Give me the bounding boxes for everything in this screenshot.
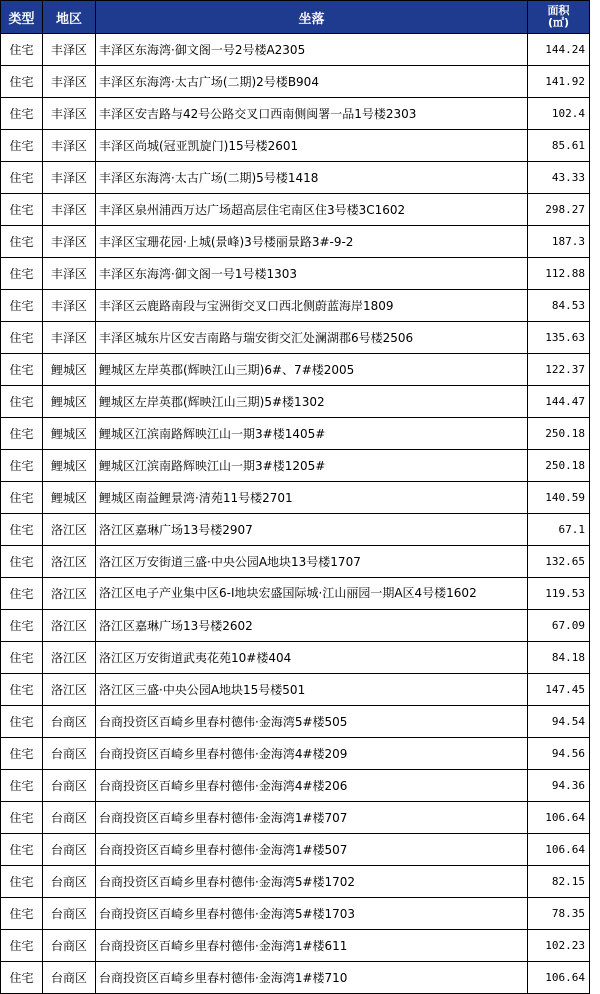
cell-address: 台商投资区百崎乡里春村德伟·金海湾5#楼1703 xyxy=(96,898,528,930)
cell-type: 住宅 xyxy=(1,418,43,450)
cell-address: 洛江区嘉琳广场13号楼2602 xyxy=(96,610,528,642)
cell-type: 住宅 xyxy=(1,738,43,770)
table-row xyxy=(1,930,590,962)
cell-type: 住宅 xyxy=(1,482,43,514)
table-row xyxy=(1,354,590,386)
table-header xyxy=(1,1,590,34)
cell-address: 台商投资区百崎乡里春村德伟·金海湾4#楼209 xyxy=(96,738,528,770)
cell-address: 台商投资区百崎乡里春村德伟·金海湾1#楼710 xyxy=(96,962,528,994)
cell-address: 洛江区电子产业集中区6-I地块宏盛国际城·江山丽园一期A区4号楼1602 xyxy=(96,578,528,610)
table-row xyxy=(1,834,590,866)
cell-address: 丰泽区东海湾·太古广场(二期)5号楼1418 xyxy=(96,162,528,194)
cell-size: 106.64 xyxy=(528,834,590,866)
cell-size: 144.24 xyxy=(528,34,590,66)
cell-address: 丰泽区城东片区安吉南路与瑞安街交汇处澜湖郡6号楼2506 xyxy=(96,322,528,354)
header-area: 地区 xyxy=(43,1,96,34)
table-row xyxy=(1,34,590,66)
table-row xyxy=(1,578,590,610)
table-row xyxy=(1,706,590,738)
table-row xyxy=(1,258,590,290)
cell-size: 67.09 xyxy=(528,610,590,642)
cell-type: 住宅 xyxy=(1,354,43,386)
cell-district: 洛江区 xyxy=(43,514,96,546)
cell-size: 187.3 xyxy=(528,226,590,258)
cell-address: 丰泽区宝珊花园·上城(景峰)3号楼丽景路3#-9-2 xyxy=(96,226,528,258)
cell-district: 台商区 xyxy=(43,738,96,770)
cell-district: 洛江区 xyxy=(43,674,96,706)
cell-address: 洛江区嘉琳广场13号楼2907 xyxy=(96,514,528,546)
cell-district: 台商区 xyxy=(43,898,96,930)
cell-address: 台商投资区百崎乡里春村德伟·金海湾1#楼707 xyxy=(96,802,528,834)
cell-address: 洛江区三盛·中央公园A地块15号楼501 xyxy=(96,674,528,706)
cell-type: 住宅 xyxy=(1,962,43,994)
cell-type: 住宅 xyxy=(1,98,43,130)
table-row xyxy=(1,66,590,98)
cell-size: 84.53 xyxy=(528,290,590,322)
cell-address: 鲤城区左岸英郡(辉映江山三期)6#、7#楼2005 xyxy=(96,354,528,386)
cell-address: 丰泽区云鹿路南段与宝洲街交叉口西北侧蔚蓝海岸1809 xyxy=(96,290,528,322)
cell-address: 台商投资区百崎乡里春村德伟·金海湾1#楼507 xyxy=(96,834,528,866)
cell-address: 丰泽区东海湾·御文阁一号1号楼1303 xyxy=(96,258,528,290)
table-row xyxy=(1,290,590,322)
cell-district: 鲤城区 xyxy=(43,482,96,514)
cell-address: 丰泽区泉州浦西万达广场超高层住宅南区住3号楼3C1602 xyxy=(96,194,528,226)
cell-type: 住宅 xyxy=(1,290,43,322)
cell-district: 丰泽区 xyxy=(43,162,96,194)
cell-type: 住宅 xyxy=(1,514,43,546)
cell-district: 台商区 xyxy=(43,962,96,994)
cell-size: 94.56 xyxy=(528,738,590,770)
cell-district: 鲤城区 xyxy=(43,354,96,386)
cell-district: 鲤城区 xyxy=(43,386,96,418)
table-row xyxy=(1,322,590,354)
cell-size: 43.33 xyxy=(528,162,590,194)
cell-type: 住宅 xyxy=(1,642,43,674)
cell-address: 丰泽区东海湾·御文阁一号2号楼A2305 xyxy=(96,34,528,66)
cell-district: 鲤城区 xyxy=(43,418,96,450)
cell-type: 住宅 xyxy=(1,834,43,866)
cell-district: 鲤城区 xyxy=(43,450,96,482)
cell-address: 洛江区万安街道武夷花苑10#楼404 xyxy=(96,642,528,674)
table-row xyxy=(1,898,590,930)
cell-type: 住宅 xyxy=(1,34,43,66)
header-row xyxy=(1,1,590,34)
cell-district: 台商区 xyxy=(43,770,96,802)
cell-type: 住宅 xyxy=(1,898,43,930)
header-address: 坐落 xyxy=(96,1,528,34)
cell-address: 丰泽区安吉路与42号公路交叉口西南侧闽署一品1号楼2303 xyxy=(96,98,528,130)
cell-size: 78.35 xyxy=(528,898,590,930)
cell-size: 102.23 xyxy=(528,930,590,962)
table-row xyxy=(1,610,590,642)
cell-size: 132.65 xyxy=(528,546,590,578)
table-row xyxy=(1,674,590,706)
cell-size: 82.15 xyxy=(528,866,590,898)
table-row xyxy=(1,770,590,802)
cell-district: 丰泽区 xyxy=(43,130,96,162)
table-row xyxy=(1,130,590,162)
cell-type: 住宅 xyxy=(1,130,43,162)
cell-type: 住宅 xyxy=(1,258,43,290)
table-row xyxy=(1,866,590,898)
header-type: 类型 xyxy=(1,1,43,34)
cell-size: 112.88 xyxy=(528,258,590,290)
cell-size: 119.53 xyxy=(528,578,590,610)
cell-type: 住宅 xyxy=(1,706,43,738)
cell-type: 住宅 xyxy=(1,322,43,354)
table-row xyxy=(1,386,590,418)
cell-district: 丰泽区 xyxy=(43,98,96,130)
table-body xyxy=(1,34,590,994)
cell-size: 67.1 xyxy=(528,514,590,546)
cell-district: 台商区 xyxy=(43,866,96,898)
cell-size: 84.18 xyxy=(528,642,590,674)
cell-district: 丰泽区 xyxy=(43,66,96,98)
cell-district: 丰泽区 xyxy=(43,226,96,258)
cell-address: 丰泽区尚城(冠亚凯旋门)15号楼2601 xyxy=(96,130,528,162)
cell-size: 298.27 xyxy=(528,194,590,226)
cell-size: 250.18 xyxy=(528,418,590,450)
table-row xyxy=(1,546,590,578)
cell-size: 147.45 xyxy=(528,674,590,706)
cell-address: 台商投资区百崎乡里春村德伟·金海湾5#楼505 xyxy=(96,706,528,738)
cell-size: 85.61 xyxy=(528,130,590,162)
cell-size: 141.92 xyxy=(528,66,590,98)
header-size xyxy=(528,1,590,34)
cell-type: 住宅 xyxy=(1,866,43,898)
cell-address: 洛江区万安街道三盛·中央公园A地块13号楼1707 xyxy=(96,546,528,578)
cell-address: 台商投资区百崎乡里春村德伟·金海湾1#楼611 xyxy=(96,930,528,962)
cell-district: 丰泽区 xyxy=(43,290,96,322)
cell-district: 丰泽区 xyxy=(43,258,96,290)
cell-size: 144.47 xyxy=(528,386,590,418)
cell-district: 台商区 xyxy=(43,802,96,834)
table-row xyxy=(1,962,590,994)
cell-type: 住宅 xyxy=(1,450,43,482)
cell-type: 住宅 xyxy=(1,546,43,578)
cell-size: 250.18 xyxy=(528,450,590,482)
cell-type: 住宅 xyxy=(1,226,43,258)
table-row xyxy=(1,482,590,514)
cell-address: 台商投资区百崎乡里春村德伟·金海湾5#楼1702 xyxy=(96,866,528,898)
cell-district: 台商区 xyxy=(43,706,96,738)
table-row xyxy=(1,802,590,834)
cell-type: 住宅 xyxy=(1,66,43,98)
table-row xyxy=(1,738,590,770)
cell-address: 鲤城区江滨南路辉映江山一期3#楼1205# xyxy=(96,450,528,482)
table-row xyxy=(1,418,590,450)
header-size-unit: (㎡) xyxy=(547,16,570,29)
cell-district: 洛江区 xyxy=(43,610,96,642)
table-row xyxy=(1,162,590,194)
table-row xyxy=(1,98,590,130)
cell-size: 94.36 xyxy=(528,770,590,802)
table-row xyxy=(1,642,590,674)
cell-size: 122.37 xyxy=(528,354,590,386)
cell-size: 94.54 xyxy=(528,706,590,738)
table-row xyxy=(1,514,590,546)
cell-type: 住宅 xyxy=(1,578,43,610)
cell-type: 住宅 xyxy=(1,386,43,418)
cell-type: 住宅 xyxy=(1,162,43,194)
cell-type: 住宅 xyxy=(1,674,43,706)
cell-size: 135.63 xyxy=(528,322,590,354)
cell-district: 洛江区 xyxy=(43,642,96,674)
header-size-line1: 面积 xyxy=(547,4,570,17)
cell-type: 住宅 xyxy=(1,802,43,834)
cell-district: 丰泽区 xyxy=(43,34,96,66)
cell-type: 住宅 xyxy=(1,770,43,802)
cell-address: 台商投资区百崎乡里春村德伟·金海湾4#楼206 xyxy=(96,770,528,802)
cell-size: 106.64 xyxy=(528,802,590,834)
cell-size: 102.4 xyxy=(528,98,590,130)
cell-address: 丰泽区东海湾·太古广场(二期)2号楼B904 xyxy=(96,66,528,98)
cell-type: 住宅 xyxy=(1,194,43,226)
cell-address: 鲤城区左岸英郡(辉映江山三期)5#楼1302 xyxy=(96,386,528,418)
cell-district: 洛江区 xyxy=(43,546,96,578)
table-row xyxy=(1,226,590,258)
cell-district: 丰泽区 xyxy=(43,322,96,354)
cell-size: 140.59 xyxy=(528,482,590,514)
cell-district: 丰泽区 xyxy=(43,194,96,226)
cell-district: 洛江区 xyxy=(43,578,96,610)
table-row xyxy=(1,450,590,482)
cell-district: 台商区 xyxy=(43,834,96,866)
table-row xyxy=(1,194,590,226)
cell-district: 台商区 xyxy=(43,930,96,962)
cell-type: 住宅 xyxy=(1,930,43,962)
cell-address: 鲤城区江滨南路辉映江山一期3#楼1405# xyxy=(96,418,528,450)
cell-type: 住宅 xyxy=(1,610,43,642)
cell-address: 鲤城区南益鲤景湾·清苑11号楼2701 xyxy=(96,482,528,514)
cell-size: 106.64 xyxy=(528,962,590,994)
